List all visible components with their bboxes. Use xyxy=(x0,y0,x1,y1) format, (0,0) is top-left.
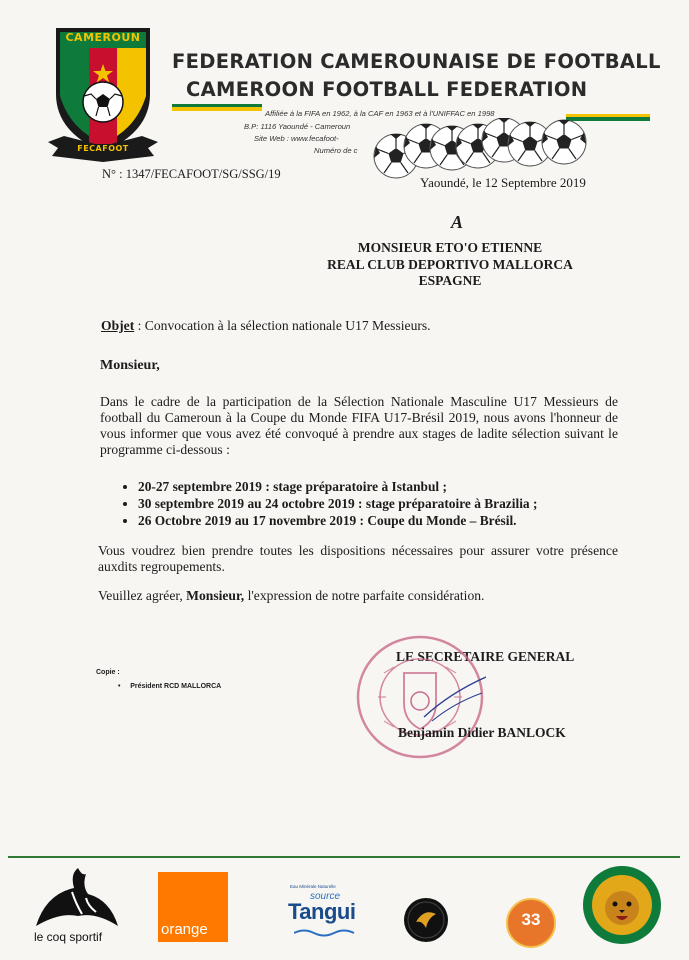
number-line: Numéro de c xyxy=(314,146,358,155)
website-line: Site Web : www.fecafoot- xyxy=(254,134,339,143)
closing-before: Veuillez agréer, xyxy=(98,588,187,603)
closing-after: l'expression de notre parfaite considération. xyxy=(244,588,485,603)
rooster-logo-icon xyxy=(26,864,126,930)
po-box-line: B.P: 1116 Yaoundé - Cameroun xyxy=(244,122,351,131)
org-name-french: FEDERATION CAMEROUNAISE DE FOOTBALL xyxy=(172,50,661,73)
crest-top-text: CAMEROUN xyxy=(65,31,141,44)
org-name-english: CAMEROON FOOTBALL FEDERATION xyxy=(186,78,588,101)
flag-bar-left xyxy=(172,104,262,110)
copy-label: Copie : xyxy=(96,669,120,676)
subject-label: Objet xyxy=(101,318,135,333)
copy-recipient: Président RCD MALLORCA xyxy=(130,683,222,690)
recipient-to-marker: A xyxy=(451,212,464,232)
program-item: • 30 septembre 2019 au 24 octobre 2019 : stage préparatoire à Brazilia ; xyxy=(138,495,618,512)
subject-line xyxy=(101,318,431,334)
lion-head-icon xyxy=(583,866,661,944)
dispositions-paragraph: Vous voudrez bien prendre toutes les dispositions nécessaires pour assurer votre présence auxdits regroupements. xyxy=(98,543,618,574)
footer-divider xyxy=(8,856,680,858)
sponsor-source-tangui xyxy=(286,884,366,944)
le-coq-sportif-label: le coq sportif xyxy=(34,930,103,944)
closing-line xyxy=(98,588,484,604)
orange-label: orange xyxy=(161,921,208,938)
official-stamp xyxy=(354,633,486,761)
program-item: • 20-27 septembre 2019 : stage préparatoire à Istanbul ; xyxy=(138,478,618,495)
signatory-name: Benjamin Didier BANLOCK xyxy=(398,725,566,740)
fecafoot-crest xyxy=(44,24,162,164)
recipient-block xyxy=(300,240,600,290)
closing-bold: Monsieur, xyxy=(186,588,245,603)
sponsor-orange xyxy=(158,872,228,942)
program-list xyxy=(118,478,618,529)
intro-paragraph: Dans le cadre de la participation de la Sélection Nationale Masculine U17 Messieurs de football du Cameroun à la Coupe du Monde FIFA U17-Brésil 2019, nous avons l'honneur de vous informer que vous avez été convoqué à prendre aux stages de ladite sélection suivant le programme ci-dessous : xyxy=(100,394,618,457)
tangui-small-label: Eau Minérale Naturelle xyxy=(290,884,336,889)
recipient-country: ESPAGNE xyxy=(418,273,482,288)
tangui-label: Tangui xyxy=(288,899,356,924)
bullet-icon: • xyxy=(118,683,131,690)
affiliation-line: Affiliée à la FIFA en 1962, à la CAF en 1963 et à l'UNIFFAC en 1998 xyxy=(265,109,495,118)
water-wave-icon xyxy=(294,928,364,938)
sponsor-round-logo xyxy=(404,898,448,942)
crest-ribbon-text: FECAFOOT xyxy=(77,144,129,153)
subject-text: : Convocation à la sélection nationale U17 Messieurs. xyxy=(134,318,431,333)
salutation: Monsieur, xyxy=(100,358,160,373)
sponsor-le-coq-sportif xyxy=(26,864,126,950)
tangui-top-label: source xyxy=(310,891,341,902)
crest-icon xyxy=(44,24,162,164)
sponsor-lion-crest xyxy=(583,866,661,944)
sponsor-33-export xyxy=(506,898,556,948)
program-item: • 26 Octobre 2019 au 17 novembre 2019 : Coupe du Monde – Brésil. xyxy=(138,512,618,529)
copy-item xyxy=(118,683,221,690)
reference-number: N° : 1347/FECAFOOT/SG/SSG/19 xyxy=(102,167,281,181)
signature-title: LE SECRETAIRE GENERAL xyxy=(396,649,575,664)
stamp-seal-icon xyxy=(354,633,486,761)
beer-33-label: 33 xyxy=(521,910,541,929)
date-line: Yaoundé, le 12 Septembre 2019 xyxy=(420,175,586,190)
round-emblem-icon xyxy=(404,898,448,942)
recipient-club: REAL CLUB DEPORTIVO MALLORCA xyxy=(327,256,573,272)
recipient-name: MONSIEUR ETO'O ETIENNE xyxy=(357,240,543,255)
